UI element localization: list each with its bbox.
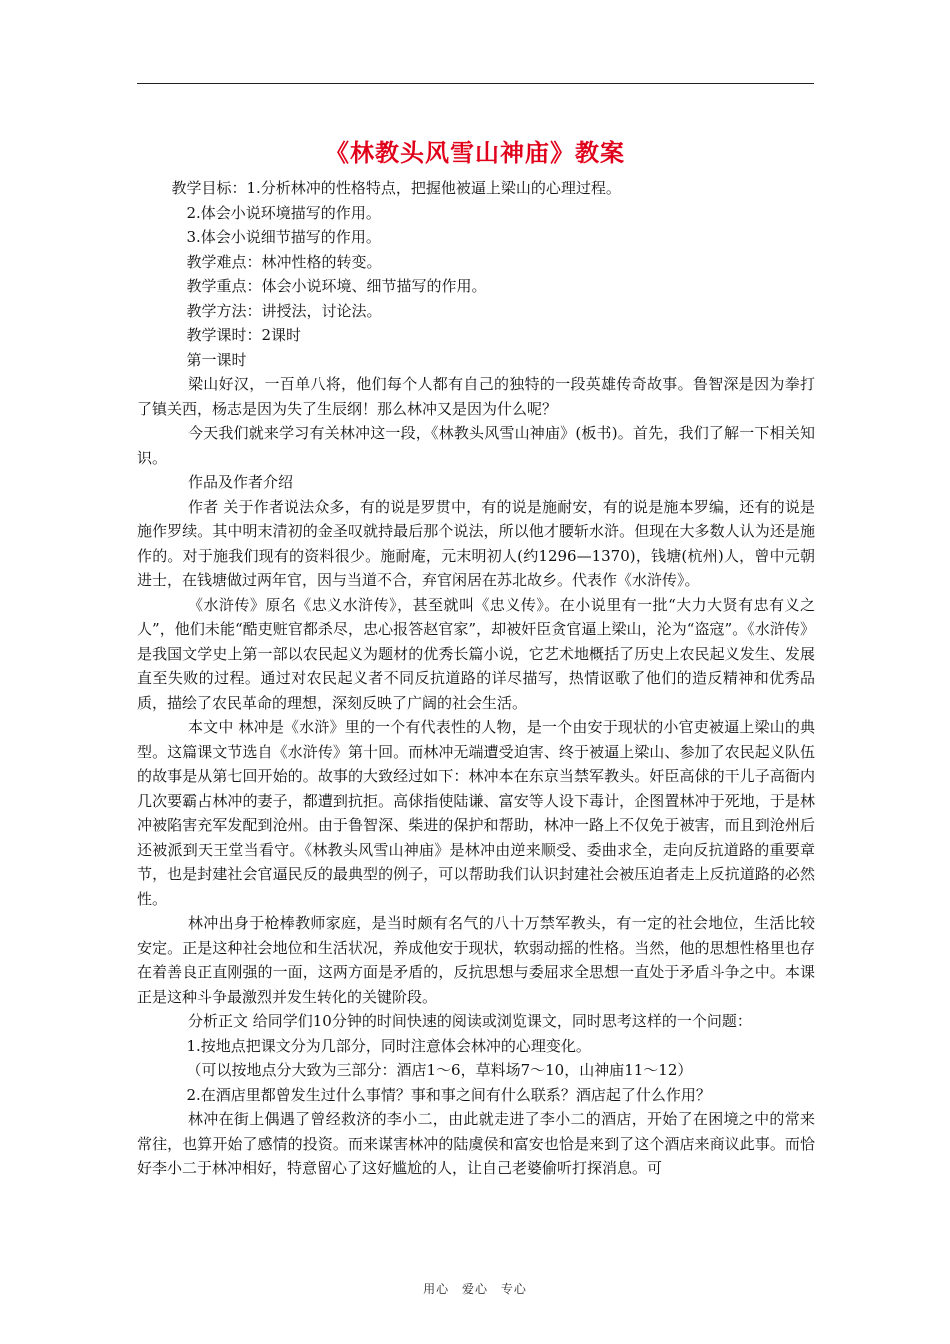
paragraph: 林冲在街上偶遇了曾经救济的李小二，由此就走进了李小二的酒店，开始了在困境之中的常来常往，也算开始了感情的投资。而来谋害林冲的陆虞侯和富安也恰是来到了这个酒店来商议此事。而恰好李小二于林冲相好，特意留心了这好尴尬的人，让自己老婆偷听打探消息。可 [137,1110,815,1177]
paragraph: 2.体会小说环境描写的作用。 [186,203,381,222]
paragraph: 今天我们就来学习有关林冲这一段，《林教头风雪山神庙》(板书)。首先，我们了解一下相关知识。 [137,424,815,467]
paragraph: 作品及作者介绍 [188,473,294,491]
document-body [137,176,815,1181]
paragraph: 作者 关于作者说法众多，有的说是罗贯中，有的说是施耐安，有的说是施本罗编，还有的说是施作罗续。其中明末清初的金圣叹就持最后那个说法，所以他才腰斩水浒。但现在大多数人认为还是施作的。对于施我们现有的资料很少。施耐庵，元末明初人(约1296—1370)，钱塘(杭州)人，曾中元朝进士，在钱塘做过两年官，因与当道不合，弃官闲居在苏北故乡。代表作《水浒传》。 [137,497,815,589]
paragraph: 教学方法：讲授法，讨论法。 [186,301,382,320]
page-footer [0,1280,950,1297]
paragraph: 教学难点：林冲性格的转变。 [186,252,382,271]
footer-word: 用心 [423,1282,450,1296]
paragraph: 教学重点：体会小说环境、细节描写的作用。 [186,277,487,295]
paragraph: 林冲出身于枪棒教师家庭，是当时颇有名气的八十万禁军教头，有一定的社会地位，生活比较安定。正是这种社会地位和生活状况，养成他安于现状，软弱动摇的性格。当然，他的思想性格里也存在着善良正直刚强的一面，这两方面是矛盾的，反抗思想与委屈求全思想一直处于矛盾斗争之中。本课正是这种斗争最激烈并发生转化的关键阶段。 [137,914,815,1006]
paragraph: 本文中 林冲是《水浒》里的一个有代表性的人物，是一个由安于现状的小官吏被逼上梁山的典型。这篇课文节选自《水浒传》第十回。而林冲无端遭受迫害、终于被逼上梁山、参加了农民起义队伍的故事是从第七回开始的。故事的大致经过如下：林冲本在东京当禁军教头。奸臣高俅的干儿子高衙内几次要霸占林冲的妻子，都遭到抗拒。高俅指使陆谦、富安等人设下毒计，企图置林冲于死地，于是林冲被陷害充军发配到沧州。由于鲁智深、柴进的保护和帮助，林冲一路上不仅免于被害，而且到沧州后还被派到天王堂当看守。《林教头风雪山神庙》是林冲由逆来顺受、委曲求全，走向反抗道路的重要章节，也是封建社会官逼民反的最典型的例子，可以帮助我们认识封建社会被压迫者走上反抗道路的必然性。 [137,718,815,908]
document-title: 《林教头风雪山神庙》教案 [325,139,625,167]
header-rule [137,83,814,84]
footer-word: 爱心 [461,1282,488,1296]
footer-word: 专心 [500,1282,527,1296]
paragraph: 第一课时 [186,350,247,369]
paragraph: 教学目标：1.分析林冲的性格特点，把握他被逼上梁山的心理过程。 [171,179,621,197]
paragraph: 1.按地点把课文分为几部分，同时注意体会林冲的心理变化。 [186,1036,591,1055]
paragraph: 《水浒传》原名《忠义水浒传》，甚至就叫《忠义传》。在小说里有一批“大力大贤有忠有义之人”，他们未能“酷吏赃官都杀尽，忠心报答赵官家”，却被奸臣贪官逼上梁山，沦为“盗寇”。《水浒传》是我国文学史上第一部以农民起义为题材的优秀长篇小说，它艺术地概括了历史上农民起义发生、发展直至失败的过程。通过对农民起义者不同反抗道路的详尽描写，热情讴歌了他们的造反精神和优秀品质，描绘了农民革命的理想，深刻反映了广阔的社会生活。 [137,595,815,712]
paragraph: 分析正文 给同学们10分钟的时间快速的阅读或浏览课文，同时思考这样的一个问题： [188,1012,752,1030]
paragraph: 教学课时：2课时 [186,326,302,344]
paragraph: 2.在酒店里都曾发生过什么事情？事和事之间有什么联系？酒店起了什么作用？ [186,1085,711,1104]
paragraph: （可以按地点分大致为三部分：酒店1～6，草料场7～10，山神庙11～12） [186,1061,693,1079]
paragraph: 3.体会小说细节描写的作用。 [186,228,381,246]
paragraph: 梁山好汉，一百单八将，他们每个人都有自己的独特的一段英雄传奇故事。鲁智深是因为拳打了镇关西，杨志是因为失了生辰纲！那么林冲又是因为什么呢？ [137,375,815,418]
